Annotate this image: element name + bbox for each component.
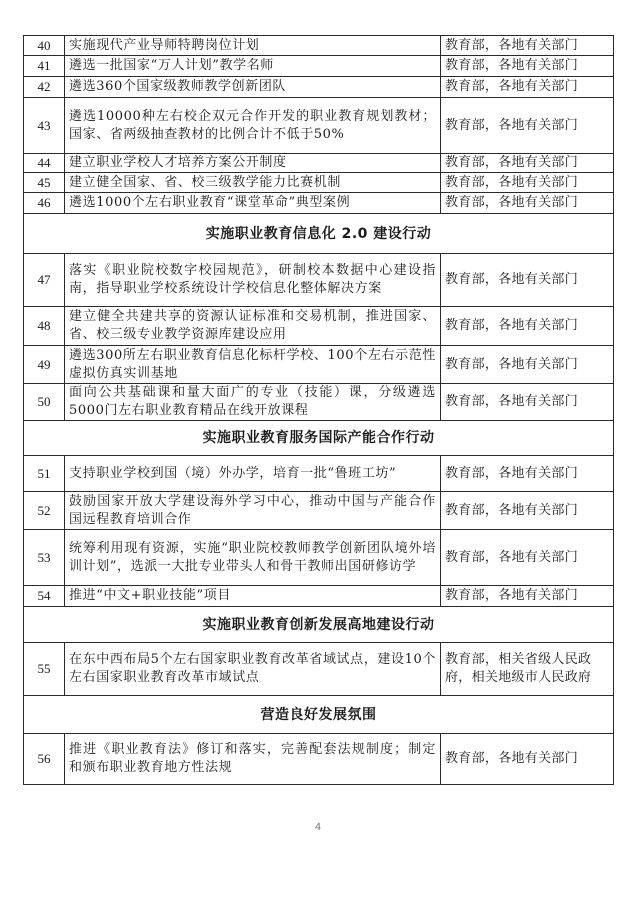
task-description: 实施现代产业导师特聘岗位计划 bbox=[65, 36, 441, 56]
table-row bbox=[24, 56, 614, 77]
task-description: 建立职业学校人才培养方案公开制度 bbox=[65, 154, 441, 173]
row-number: 54 bbox=[24, 586, 65, 607]
section-header-row bbox=[24, 696, 614, 734]
section-title: 实施职业教育信息化 2.0 建设行动 bbox=[24, 214, 614, 254]
table-row bbox=[24, 254, 614, 307]
row-number: 53 bbox=[24, 530, 65, 586]
table-row bbox=[24, 77, 614, 98]
row-number: 40 bbox=[24, 36, 65, 56]
section-title: 实施职业教育创新发展高地建设行动 bbox=[24, 607, 614, 643]
table-row bbox=[24, 307, 614, 346]
responsible-department: 教育部，各地有关部门 bbox=[441, 734, 614, 785]
table-row bbox=[24, 154, 614, 173]
row-number: 42 bbox=[24, 77, 65, 98]
row-number: 45 bbox=[24, 173, 65, 193]
section-header-row bbox=[24, 607, 614, 643]
task-description: 面向公共基础课和量大面广的专业（技能）课，分级遴选5000门左右职业教育精品在线开放课程 bbox=[65, 384, 441, 421]
responsible-department: 教育部，各地有关部门 bbox=[441, 98, 614, 154]
section-title: 营造良好发展氛围 bbox=[24, 696, 614, 734]
table-row bbox=[24, 384, 614, 421]
row-number: 46 bbox=[24, 193, 65, 214]
task-description: 遴选300所左右职业教育信息化标杆学校、100个左右示范性虚拟仿真实训基地 bbox=[65, 346, 441, 384]
responsible-department: 教育部，各地有关部门 bbox=[441, 56, 614, 77]
table-row bbox=[24, 530, 614, 586]
task-description: 推进“中文+职业技能”项目 bbox=[65, 586, 441, 607]
table-row bbox=[24, 346, 614, 384]
row-number: 49 bbox=[24, 346, 65, 384]
responsible-department: 教育部，各地有关部门 bbox=[441, 77, 614, 98]
section-header-row bbox=[24, 421, 614, 456]
table-row bbox=[24, 98, 614, 154]
task-description: 支持职业学校到国（境）外办学，培育一批“鲁班工坊” bbox=[65, 456, 441, 492]
responsible-department: 教育部，各地有关部门 bbox=[441, 456, 614, 492]
table-row bbox=[24, 734, 614, 785]
task-description: 遴选1000个左右职业教育“课堂革命”典型案例 bbox=[65, 193, 441, 214]
table-row bbox=[24, 456, 614, 492]
responsible-department: 教育部，各地有关部门 bbox=[441, 36, 614, 56]
task-description: 建立健全国家、省、校三级教学能力比赛机制 bbox=[65, 173, 441, 193]
row-number: 56 bbox=[24, 734, 65, 785]
table-row bbox=[24, 643, 614, 696]
row-number: 48 bbox=[24, 307, 65, 346]
row-number: 55 bbox=[24, 643, 65, 696]
row-number: 51 bbox=[24, 456, 65, 492]
responsible-department: 教育部，各地有关部门 bbox=[441, 193, 614, 214]
responsible-department: 教育部，各地有关部门 bbox=[441, 154, 614, 173]
task-table bbox=[23, 35, 614, 785]
section-header-row bbox=[24, 214, 614, 254]
table-row bbox=[24, 193, 614, 214]
responsible-department: 教育部，各地有关部门 bbox=[441, 346, 614, 384]
row-number: 52 bbox=[24, 492, 65, 530]
responsible-department: 教育部，相关省级人民政府，相关地级市人民政府 bbox=[441, 643, 614, 696]
task-description: 遴选10000种左右校企双元合作开发的职业教育规划教材；国家、省两级抽查教材的比例合计不低于50% bbox=[65, 98, 441, 154]
task-description: 落实《职业院校数字校园规范》，研制校本数据中心建设指南，指导职业学校系统设计学校信息化整体解决方案 bbox=[65, 254, 441, 307]
task-description: 推进《职业教育法》修订和落实，完善配套法规制度；制定和颁布职业教育地方性法规 bbox=[65, 734, 441, 785]
task-description: 在东中西布局5个左右国家职业教育改革省域试点，建设10个左右国家职业教育改革市域试点 bbox=[65, 643, 441, 696]
row-number: 44 bbox=[24, 154, 65, 173]
responsible-department: 教育部，各地有关部门 bbox=[441, 254, 614, 307]
row-number: 47 bbox=[24, 254, 65, 307]
table-row bbox=[24, 492, 614, 530]
responsible-department: 教育部，各地有关部门 bbox=[441, 586, 614, 607]
row-number: 41 bbox=[24, 56, 65, 77]
responsible-department: 教育部，各地有关部门 bbox=[441, 530, 614, 586]
responsible-department: 教育部，各地有关部门 bbox=[441, 492, 614, 530]
row-number: 50 bbox=[24, 384, 65, 421]
responsible-department: 教育部，各地有关部门 bbox=[441, 173, 614, 193]
table-row bbox=[24, 586, 614, 607]
table-row bbox=[24, 173, 614, 193]
page-number: 4 bbox=[314, 822, 322, 833]
task-description: 统筹利用现有资源，实施“职业院校教师教学创新团队境外培训计划”，选派一大批专业带头人和骨干教师出国研修访学 bbox=[65, 530, 441, 586]
responsible-department: 教育部，各地有关部门 bbox=[441, 384, 614, 421]
responsible-department: 教育部，各地有关部门 bbox=[441, 307, 614, 346]
section-title: 实施职业教育服务国际产能合作行动 bbox=[24, 421, 614, 456]
task-description: 建立健全共建共享的资源认证标准和交易机制，推进国家、省、校三级专业教学资源库建设应用 bbox=[65, 307, 441, 346]
task-table-body bbox=[24, 36, 614, 785]
task-description: 鼓励国家开放大学建设海外学习中心，推动中国与产能合作国远程教育培训合作 bbox=[65, 492, 441, 530]
task-description: 遴选360个国家级教师教学创新团队 bbox=[65, 77, 441, 98]
row-number: 43 bbox=[24, 98, 65, 154]
table-row bbox=[24, 36, 614, 56]
task-description: 遴选一批国家“万人计划”教学名师 bbox=[65, 56, 441, 77]
